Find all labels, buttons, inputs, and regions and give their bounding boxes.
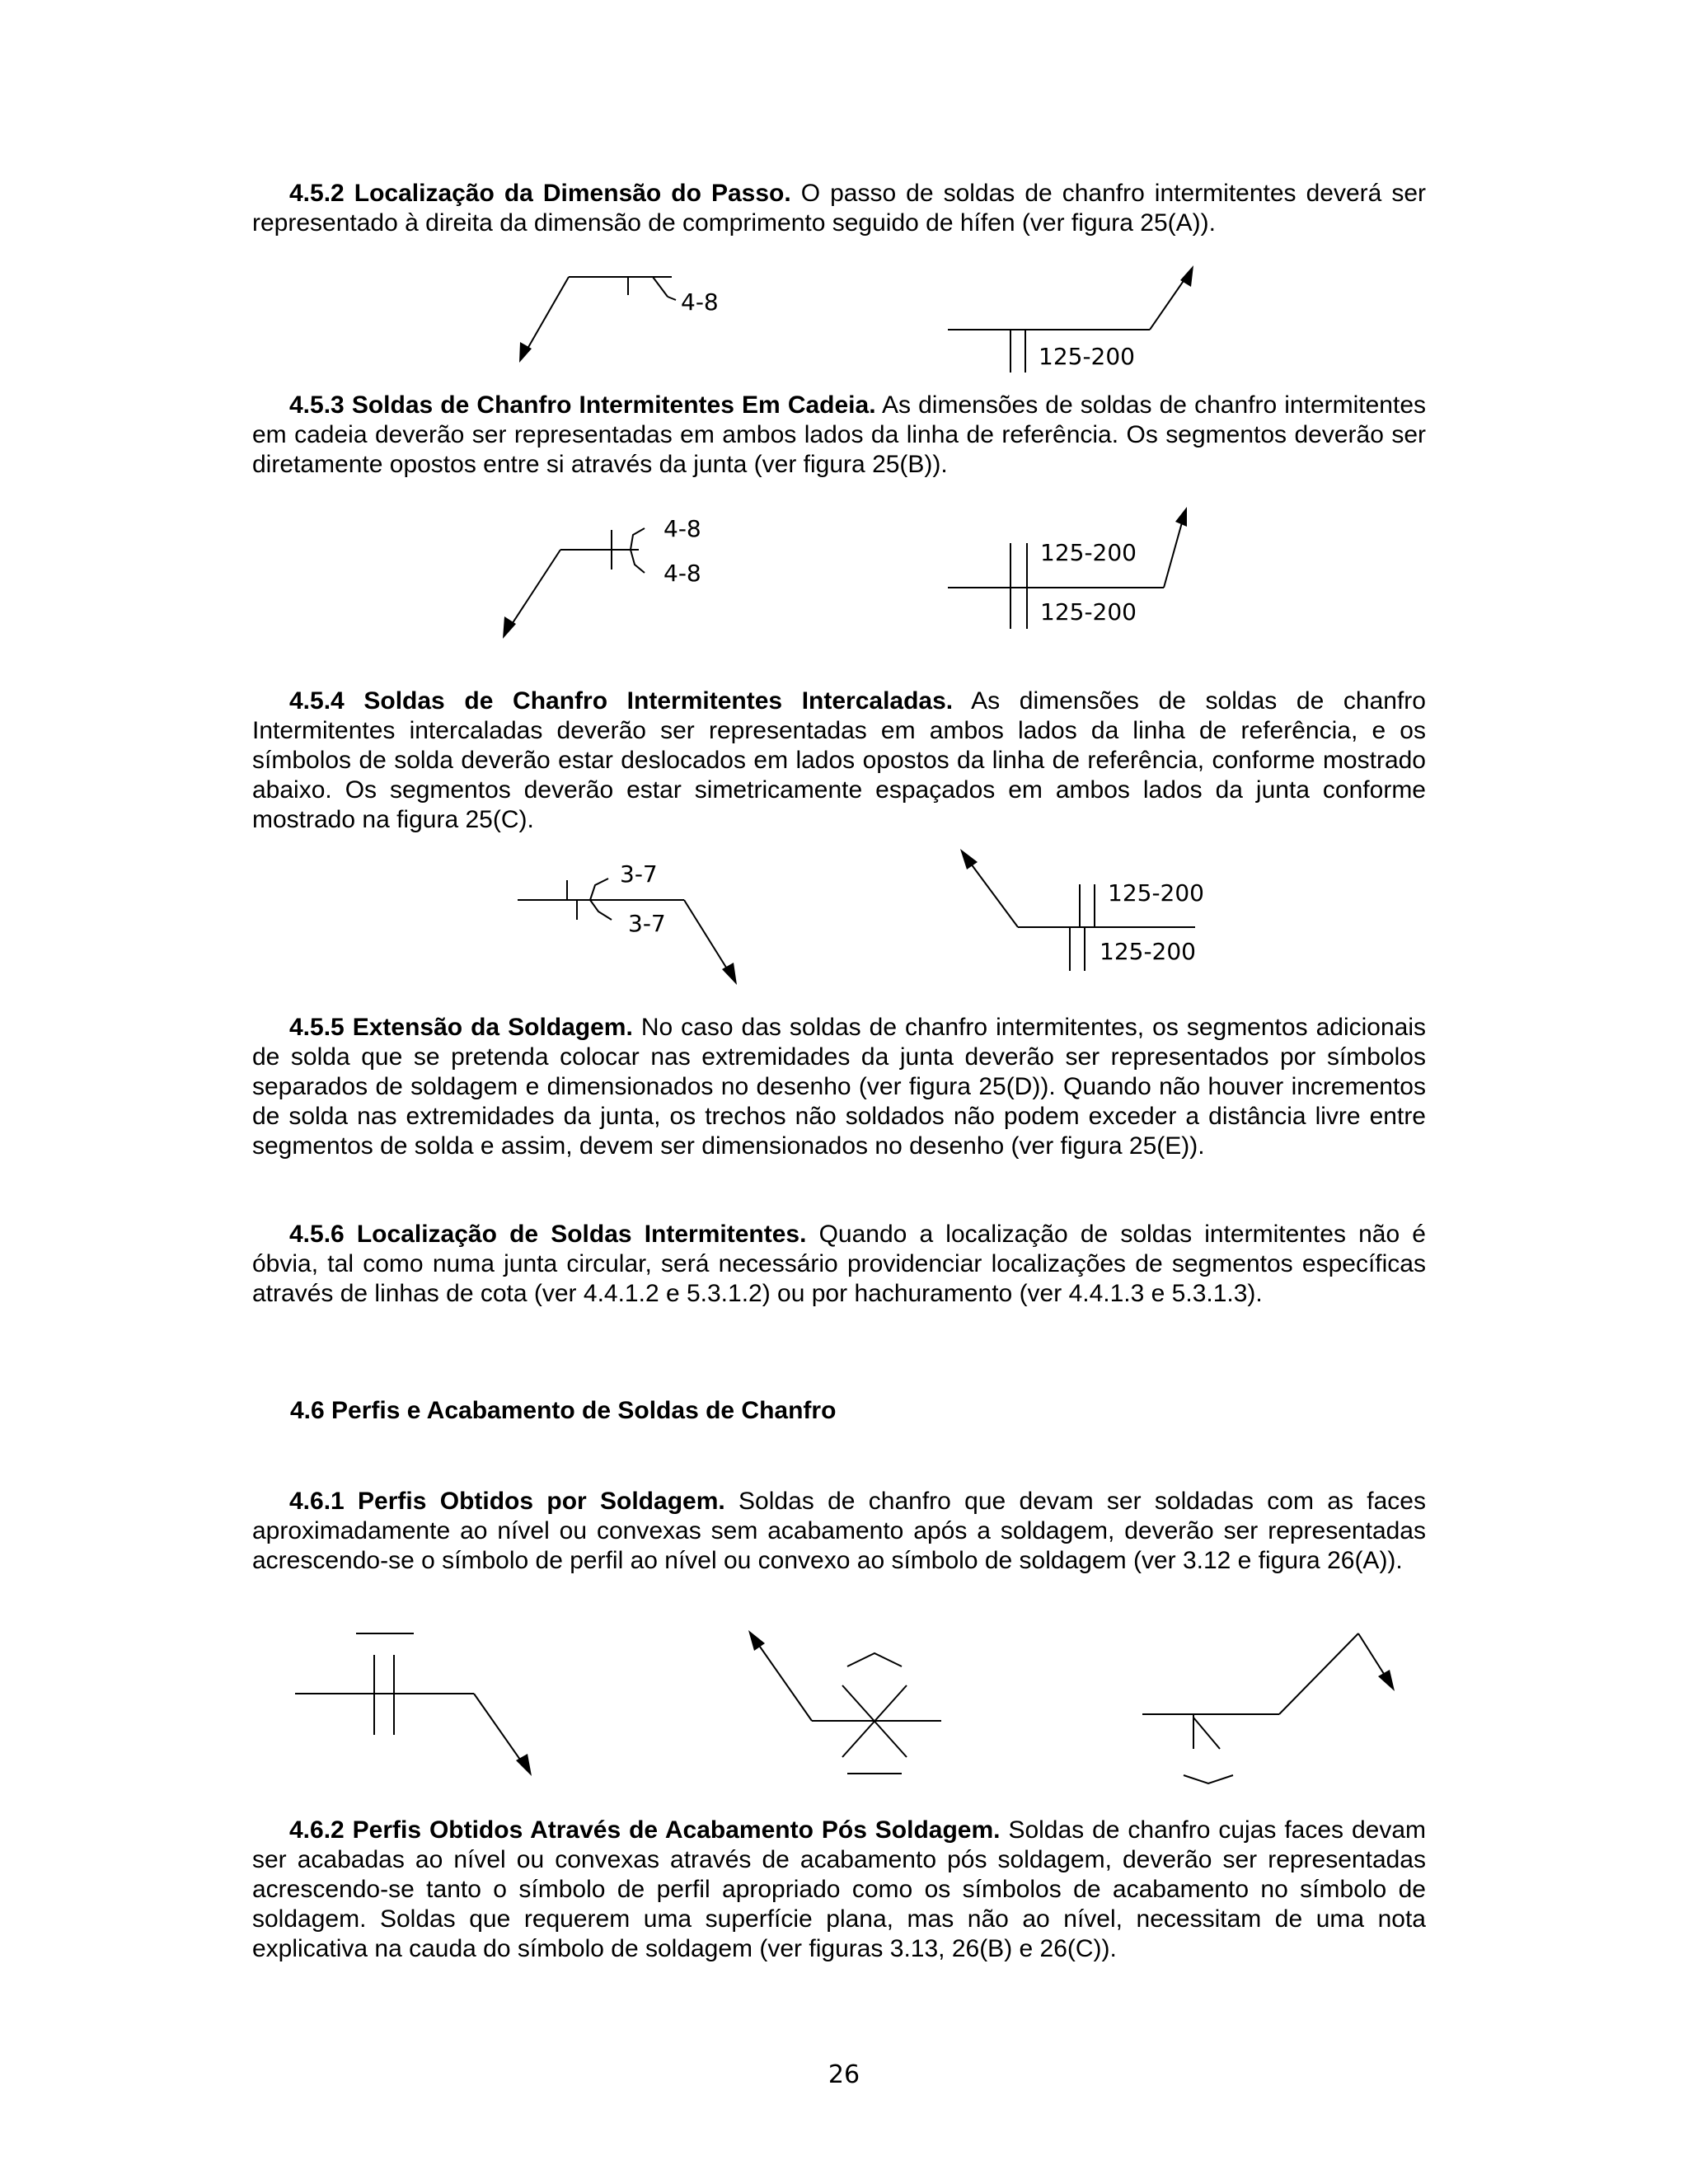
paragraph-4-6-1 — [252, 1487, 1426, 1576]
arrowhead-icon — [1378, 1670, 1395, 1691]
dimension-label-top: 3-7 — [620, 860, 658, 888]
figure-25c — [0, 849, 1688, 989]
arrowhead-icon — [748, 1630, 765, 1651]
arrowhead-icon — [960, 849, 978, 869]
dimension-label-top: 125-200 — [1108, 879, 1204, 907]
section-body: No caso das soldas de chanfro intermitentes, os segmentos adicionais de solda que se pretenda colocar nas extremidades da junta deverão ser representados por símbolos separados de soldagem e dimensionados no desenho (ver figura 25(D)). Quando não houver incrementos de solda nas extremidades da junta, os trechos não soldados não podem exceder a distância livre entre segmentos de solda e assim, devem ser dimensionados no desenho (ver figura 25(E)). — [252, 1014, 1426, 1160]
section-body: Soldas de chanfro que devam ser soldadas com as faces aproximadamente ao nível ou convexas sem acabamento após a soldagem, deverão ser representadas acrescendo-se o símbolo de perfil ao nível ou convexo ao símbolo de soldagem (ver 3.12 e figura 26(A)). — [252, 1488, 1426, 1574]
groove-symbol-bevel-top — [590, 879, 608, 900]
convex-contour-top — [847, 1653, 902, 1666]
dimension-dash — [668, 297, 676, 300]
arrow-leader — [1150, 274, 1189, 330]
section-title: 4.5.3 Soldas de Chanfro Intermitentes Em Cadeia. — [289, 391, 876, 419]
section-body: Soldas de chanfro cujas faces devam ser acabadas ao nível ou convexas através de acabamento pós soldagem, deverão ser representadas acrescendo-se tanto o símbolo de perfil apropriado como os símbolos de acabamento no símbolo de soldagem. Soldas que requerem uma superfície plana, mas não ao nível, necessitam de uma nota explicativa na cauda do símbolo de soldagem (ver figuras 3.13, 26(B) e 26(C)). — [252, 1816, 1426, 1962]
dimension-label-top: 125-200 — [1040, 539, 1137, 566]
dimension-label-bottom: 3-7 — [628, 910, 666, 937]
paragraph-4-5-2 — [252, 179, 1426, 238]
dimension-label: 4-8 — [681, 288, 719, 316]
paragraph-4-6-2 — [252, 1816, 1426, 1964]
section-title: 4.6.1 Perfis Obtidos por Soldagem. — [289, 1488, 725, 1515]
page-number: 26 — [828, 2060, 860, 2089]
paragraph-4-5-5 — [252, 1013, 1426, 1161]
bevel-groove-slant — [1193, 1718, 1220, 1749]
section-title: 4.5.6 Localização de Soldas Intermitentes. — [289, 1221, 807, 1248]
dimension-label-bottom: 4-8 — [663, 560, 701, 587]
arrow-leader — [474, 1694, 526, 1768]
dimension-label-bottom: 125-200 — [1100, 938, 1196, 965]
section-heading-4-6: 4.6 Perfis e Acabamento de Soldas de Chanfro — [290, 1397, 837, 1424]
arrow-leader — [966, 857, 1018, 927]
dimension-label-top: 4-8 — [663, 515, 701, 542]
arrow-leader — [754, 1638, 812, 1721]
section-title: 4.5.2 Localização da Dimensão do Passo. — [289, 180, 791, 207]
paragraph-4-5-6 — [252, 1220, 1426, 1309]
arrowhead-icon — [1175, 507, 1187, 527]
groove-symbol-bevel-bottom — [590, 900, 612, 920]
section-body: Quando a localização de soldas intermitentes não é óbvia, tal como numa junta circular, será necessário providenciar localizações de segmentos específicas através de linhas de cota (ver 4.4.1.2 e 5.3.1.2) ou por hachuramento (ver 4.4.1.3 e 5.3.1.3). — [252, 1221, 1426, 1307]
section-body: O passo de soldas de chanfro intermitentes deverá ser representado à direita da dimensão de comprimento seguido de hífen (ver figura 25(A)). — [252, 180, 1427, 237]
dimension-label: 125-200 — [1039, 343, 1135, 370]
convex-contour-bottom — [1184, 1775, 1233, 1783]
section-body: As dimensões de soldas de chanfro intermitentes em cadeia deverão ser representadas em ambos lados da linha de referência. Os segmentos deverão ser diretamente opostos entre si através da junta (ver figura 25(B)). — [252, 391, 1427, 478]
arrow-leader — [508, 550, 560, 630]
dimension-label-bottom: 125-200 — [1040, 598, 1137, 626]
figure-25b — [0, 507, 1688, 639]
figure-26a — [0, 1624, 1688, 1788]
groove-symbol-bevel — [653, 277, 668, 297]
arrow-leader — [524, 277, 569, 354]
section-title: 4.5.5 Extensão da Soldagem. — [289, 1014, 633, 1041]
section-title: 4.5.4 Soldas de Chanfro Intermitentes Intercaladas. — [289, 687, 954, 715]
arrowhead-icon — [722, 963, 737, 985]
paragraph-4-5-3 — [252, 391, 1426, 480]
figure-25a — [0, 264, 1688, 379]
section-title: 4.6.2 Perfis Obtidos Através de Acabamento Pós Soldagem. — [289, 1816, 1001, 1844]
arrow-leader — [1279, 1633, 1358, 1714]
arrow-leader — [1164, 517, 1184, 588]
paragraph-4-5-4 — [252, 687, 1426, 835]
arrow-leader — [684, 900, 732, 977]
section-body: As dimensões de soldas de chanfro Intermitentes intercaladas deverão ser representadas em ambos lados da linha de referência, e os símbolos de solda deverão estar deslocados em lados opostos da linha de referência, conforme mostrado abaixo. Os segmentos deverão estar simetricamente espaçados em ambos lados da junta conforme mostrado na figura 25(C). — [252, 687, 1426, 833]
